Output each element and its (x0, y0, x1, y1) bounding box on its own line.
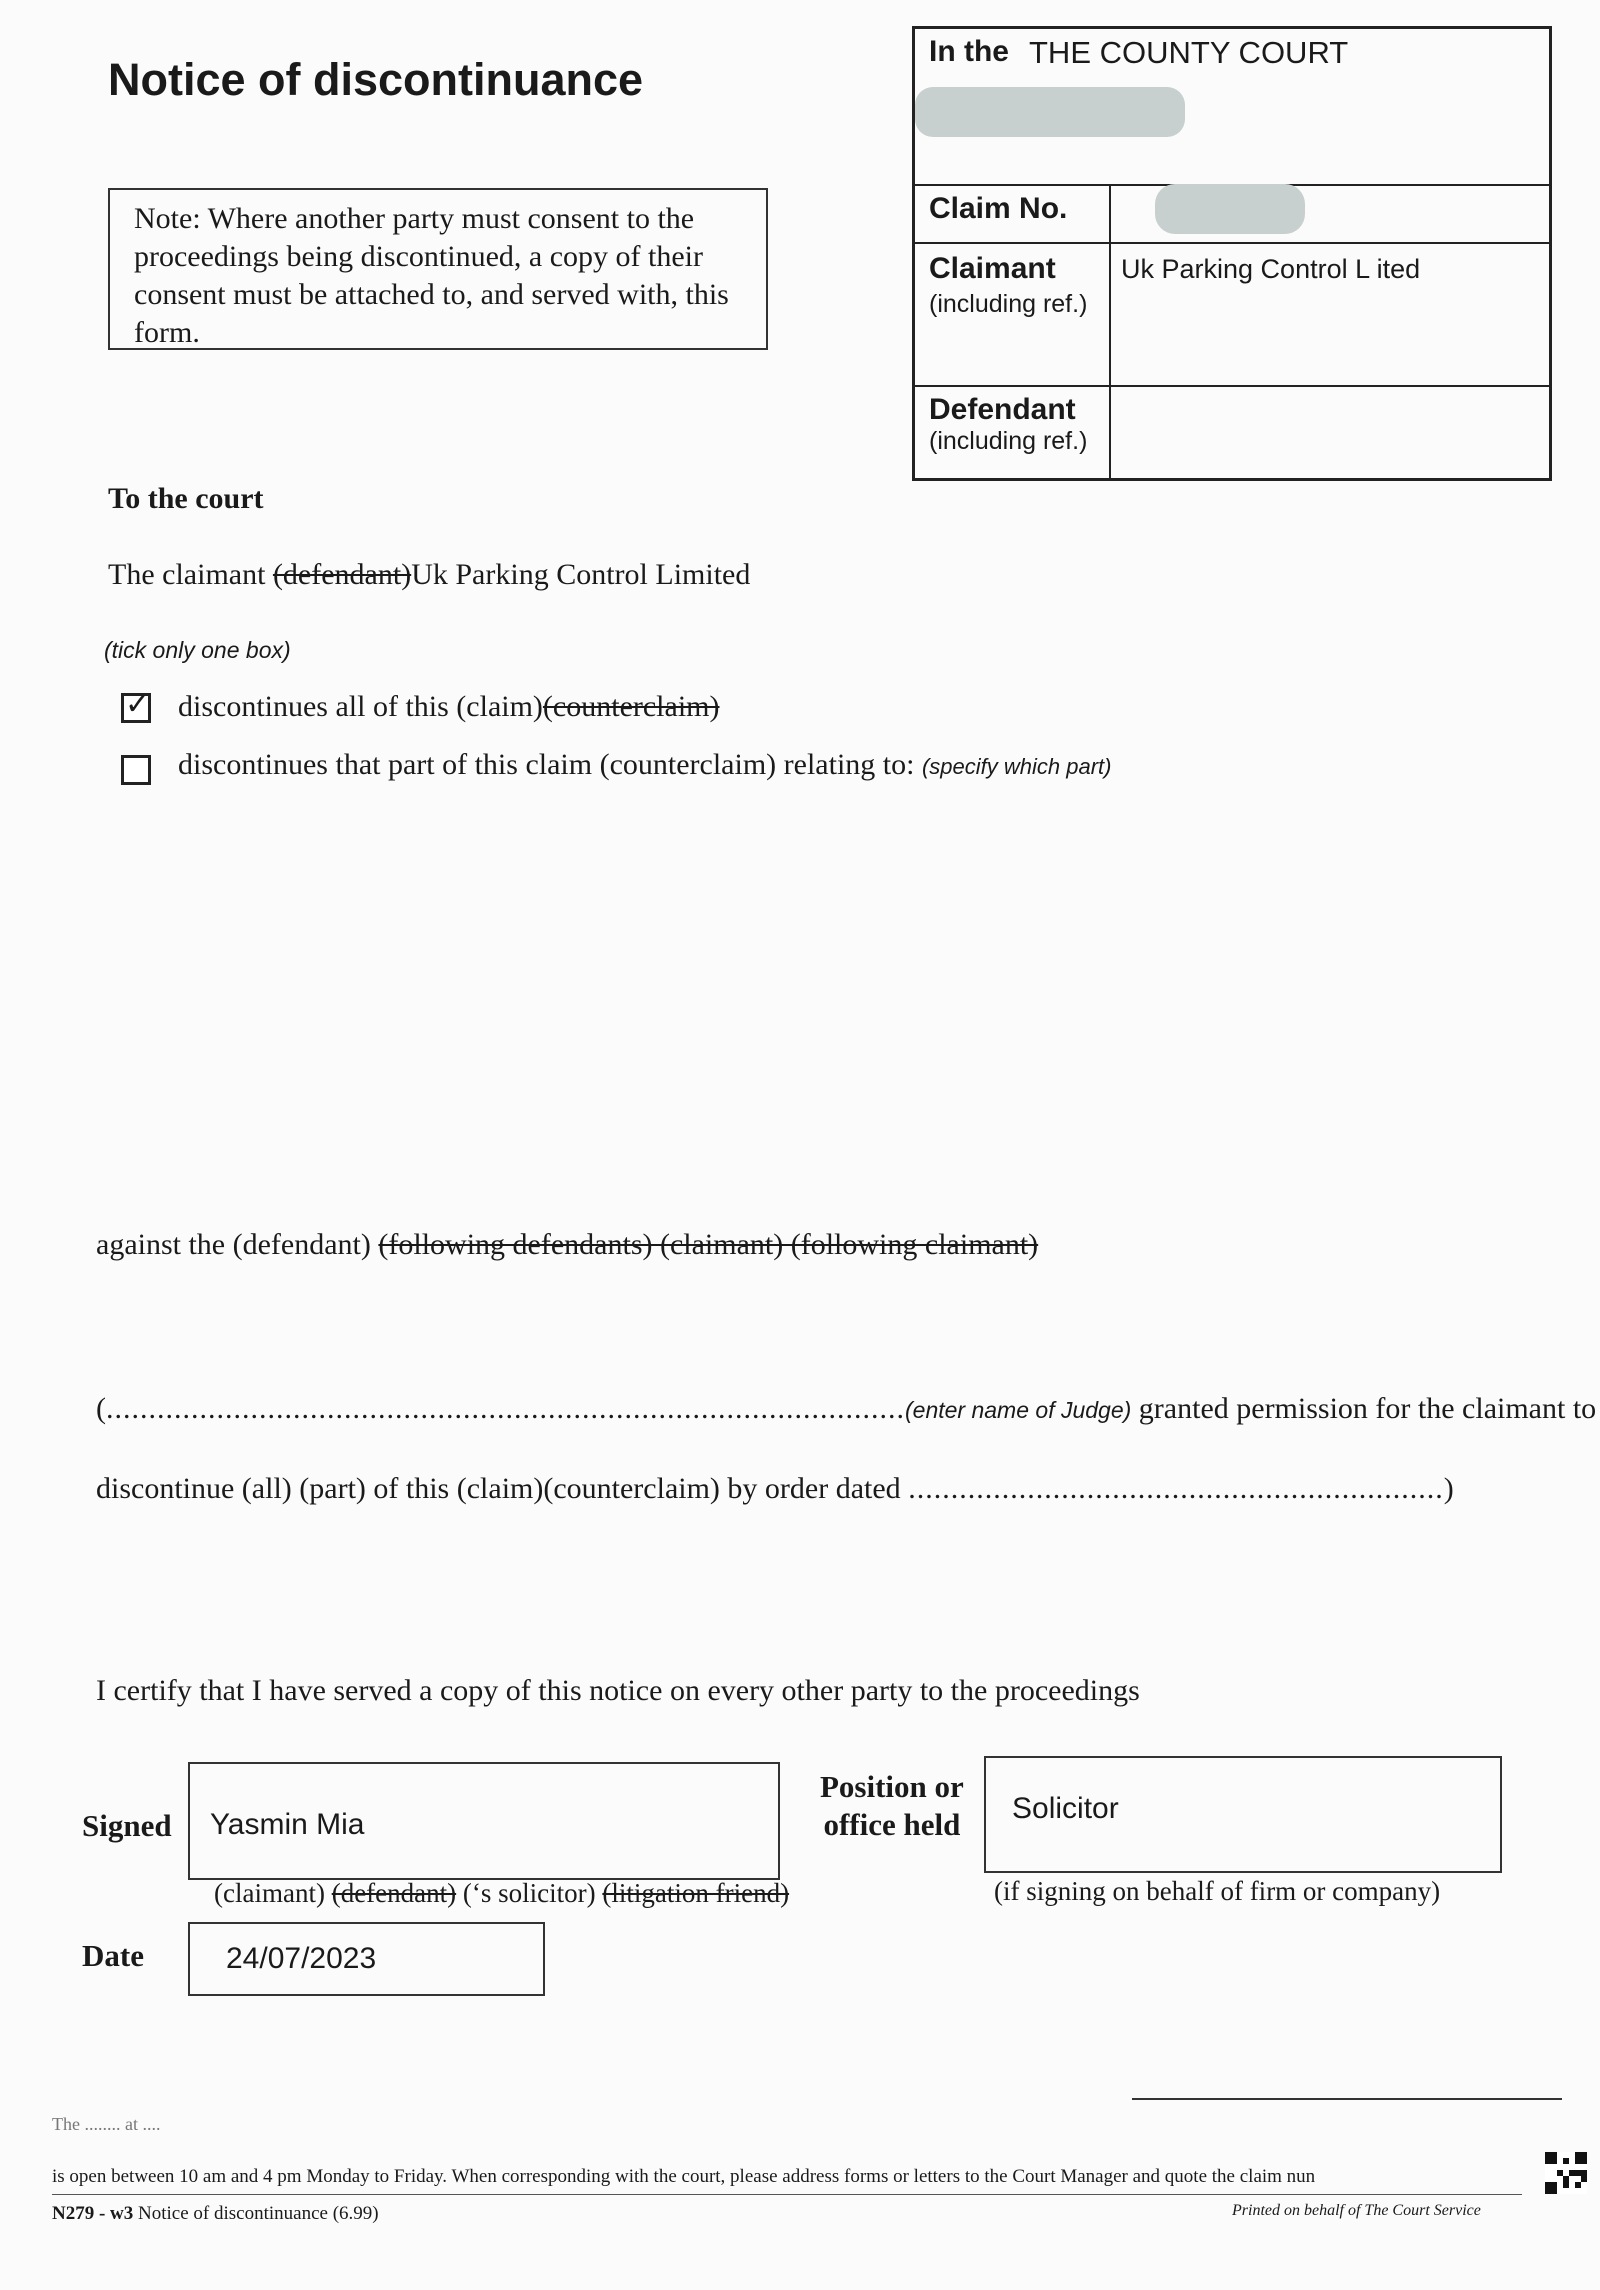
checkmark-icon: ✓ (125, 687, 151, 722)
date-label: Date (82, 1938, 144, 1973)
signature-value: Yasmin Mia (210, 1808, 365, 1841)
claim-number-label: Claim No. (929, 192, 1068, 225)
signed-label: Signed (82, 1808, 172, 1843)
claimant-value: Uk Parking Control L ited (1121, 254, 1421, 284)
judge-name-field[interactable]: .............................................................................................. (106, 1392, 905, 1425)
judge-permission-text: granted permission for the claimant to (1131, 1392, 1597, 1425)
court-name-row (915, 29, 1549, 186)
consent-note-box (108, 188, 768, 350)
footer-faint-text: The ........ at .... (52, 2114, 161, 2134)
specify-part-hint: (specify which part) (921, 754, 1112, 779)
struck-parties: (following defendants) (claimant) (following claimant) (378, 1228, 1039, 1261)
to-the-court-heading: To the court (108, 482, 264, 515)
position-field[interactable] (984, 1756, 1502, 1873)
court-details-table (912, 26, 1552, 481)
discontinue-all-label: discontinues all of this (claim) (178, 690, 543, 723)
footer-hours-text: is open between 10 am and 4 pm Monday to Friday. When corresponding with the court, please address forms or letters to the Court Manager and quote the claim nun (52, 2166, 1316, 2187)
form-code: N279 - w3 (52, 2203, 134, 2224)
page-title: Notice of discontinuance (108, 54, 644, 105)
signature-field[interactable] (188, 1762, 780, 1880)
role-struck-litigation-friend: (litigation friend) (602, 1878, 790, 1908)
discontinue-part-label: discontinues that part of this claim (counterclaim) relating to: (178, 748, 922, 781)
footer-divider (1132, 2098, 1562, 2100)
consent-note-text: Note: Where another party must consent to the proceedings being discontinued, a copy of their consent must be attached to, and served with, this form. (134, 202, 729, 349)
defendant-ref-label: (including ref.) (929, 427, 1088, 455)
position-label (820, 1768, 964, 1844)
claimant-statement (108, 558, 750, 592)
signer-role-line (214, 1878, 789, 1909)
judge-permission-line (96, 1392, 1596, 1426)
defendant-row (915, 385, 1549, 481)
claimant-ref-label: (including ref.) (929, 290, 1088, 318)
discontinue-part-checkbox[interactable] (121, 755, 151, 785)
claimant-name: Uk Parking Control Limited (411, 558, 751, 591)
date-field[interactable] (188, 1922, 545, 1996)
qr-code-icon (1545, 2150, 1587, 2196)
order-text: discontinue (all) (part) of this (claim)(counterclaim) by order dated (96, 1472, 909, 1505)
tick-instruction: (tick only one box) (104, 637, 291, 663)
in-the-label: In the (929, 35, 1009, 68)
redaction-mark (915, 87, 1185, 137)
defendant-label: Defendant (929, 393, 1076, 426)
role-claimant: (claimant) (214, 1878, 332, 1908)
footer-divider (52, 2194, 1522, 2195)
discontinue-all-option (178, 690, 720, 724)
claim-number-row (915, 184, 1549, 244)
certification-statement: I certify that I have served a copy of this notice on every other party to the proceedings (96, 1674, 1140, 1707)
form-code-line (52, 2203, 379, 2225)
position-label-line1: Position or (820, 1769, 964, 1804)
discontinue-part-option (178, 748, 1111, 782)
form-name: Notice of discontinuance (6.99) (133, 2203, 379, 2224)
open-paren: ( (96, 1392, 106, 1425)
claimant-row (915, 242, 1549, 387)
order-date-field[interactable]: ............................................................... (908, 1472, 1444, 1505)
struck-counterclaim: (counterclaim) (542, 690, 720, 723)
position-note: (if signing on behalf of firm or company) (994, 1876, 1441, 1906)
discontinue-all-checkbox[interactable] (121, 687, 151, 723)
judge-name-hint: (enter name of Judge) (905, 1397, 1132, 1423)
redaction-mark (1155, 184, 1305, 234)
court-name: THE COUNTY COURT (1029, 35, 1349, 70)
order-date-line (96, 1472, 1454, 1506)
printed-by-note: Printed on behalf of The Court Service (1232, 2202, 1481, 2219)
close-paren: ) (1443, 1472, 1454, 1505)
against-prefix: against the (defendant) (96, 1228, 379, 1261)
role-struck-defendant: (defendant) (331, 1878, 457, 1908)
role-solicitor: (‘s solicitor) (456, 1878, 603, 1908)
claimant-label: Claimant (929, 252, 1056, 285)
cell-divider (1109, 385, 1111, 481)
cell-divider (1109, 184, 1111, 242)
date-value: 24/07/2023 (226, 1942, 377, 1975)
against-statement (96, 1228, 1038, 1262)
position-label-line2: office held (823, 1807, 961, 1842)
claimant-prefix: The claimant (108, 558, 273, 591)
struck-defendant: (defendant) (272, 558, 412, 591)
cell-divider (1109, 242, 1111, 385)
position-value: Solicitor (1012, 1792, 1119, 1825)
